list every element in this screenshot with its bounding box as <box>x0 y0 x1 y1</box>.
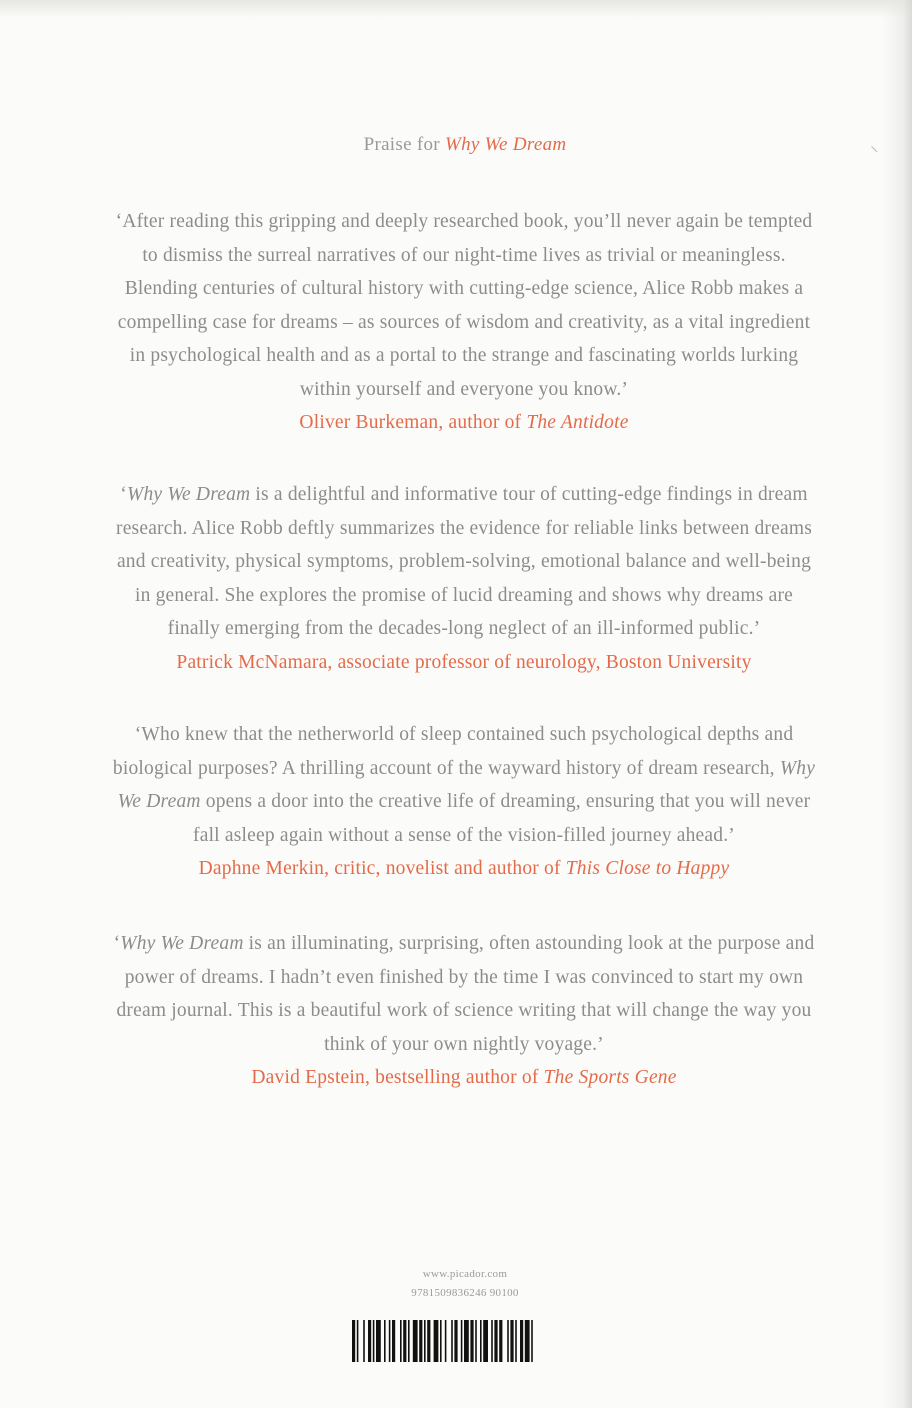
quote-line: and creativity, physical symptoms, problem-solving, emotional balance and well-being <box>116 551 812 572</box>
attribution-book-title: The Sports Gene <box>543 1067 677 1088</box>
barcode-bar <box>376 1320 381 1362</box>
barcode-bar <box>419 1320 422 1362</box>
quote-attribution <box>60 406 868 440</box>
quote-line: to dismiss the surreal narratives of our night-time lives as trivial or meaningless. <box>142 244 786 266</box>
barcode-bar <box>408 1320 410 1362</box>
barcode-bar <box>470 1320 473 1362</box>
barcode-bar <box>483 1320 488 1362</box>
barcode-bar <box>424 1320 426 1362</box>
quote-line <box>60 785 868 819</box>
review-quote-4 <box>60 927 868 1095</box>
barcode-bar <box>515 1320 517 1362</box>
barcode-bar <box>480 1320 482 1362</box>
quote-line: in general. She explores the promise of lucid dreaming and shows why dreams are <box>134 584 794 606</box>
barcode-bar <box>525 1320 530 1362</box>
publisher-website: www.picador.com <box>422 1268 508 1280</box>
barcode-bar <box>451 1320 453 1362</box>
barcode <box>352 1320 584 1362</box>
barcode-bar <box>461 1320 463 1362</box>
praise-heading-prefix: Praise for <box>363 134 445 155</box>
barcode-bar <box>507 1320 509 1362</box>
barcode-bar <box>392 1320 395 1362</box>
barcode-bar <box>363 1320 365 1362</box>
barcode-bar <box>357 1320 359 1362</box>
quote-line <box>60 752 868 786</box>
quote-line: finally emerging from the decades-long neglect of an ill-informed public.’ <box>167 618 761 639</box>
quote-line: compelling case for dreams – as sources of wisdom and creativity, as a vital ingredient <box>117 311 811 333</box>
barcode-bar <box>531 1320 533 1362</box>
barcode-bar <box>427 1320 430 1362</box>
barcode-bar <box>389 1320 391 1362</box>
quote-book-title: Why <box>779 757 816 779</box>
barcode-bar <box>384 1320 386 1362</box>
quote-line: dream journal. This is a beautiful work of science writing that will change the way you <box>116 1000 812 1021</box>
quote-line: ‘After reading this gripping and deeply researched book, you’ll never again be tempted <box>115 211 813 232</box>
barcode-bar <box>445 1320 447 1362</box>
quote-line: think of your own nightly voyage.’ <box>324 1033 604 1055</box>
quote-line: fall asleep again without a sense of the vision-filled journey ahead.’ <box>193 824 735 846</box>
isbn-number: 9781509836246 90100 <box>411 1287 519 1299</box>
review-quote-3 <box>60 718 868 886</box>
quote-attribution <box>60 852 868 886</box>
barcode-bar <box>434 1320 439 1362</box>
quote-line: ‘Why We Dream is an illuminating, surprising, often astounding look at the purpose and <box>113 933 815 954</box>
attribution-text: Oliver Burkeman, author of <box>299 412 527 433</box>
quote-book-title: We Dream <box>117 791 201 812</box>
attribution-text: Daphne Merkin, critic, novelist and author of <box>198 858 566 879</box>
barcode-bar <box>440 1320 442 1362</box>
attribution-book-title: This Close to Happy <box>565 858 730 879</box>
top-edge-shadow <box>0 0 912 18</box>
quote-line: ‘Why We Dream is a delightful and informative tour of cutting-edge findings in dream <box>120 484 808 505</box>
quote-line: in psychological health and as a portal to the strange and fascinating worlds lurking <box>129 345 799 366</box>
barcode-bar <box>491 1320 493 1362</box>
review-quote-1 <box>60 205 868 440</box>
quote-attribution: Patrick McNamara, associate professor of neurology, Boston University <box>176 651 752 673</box>
quote-line-rest: is a delightful and informative tour of cutting-edge findings in dream <box>250 484 808 505</box>
barcode-bar <box>403 1320 406 1362</box>
review-quote-2 <box>60 478 868 679</box>
quote-line: within yourself and everyone you know.’ <box>299 378 629 400</box>
attribution-text: David Epstein, bestselling author of <box>251 1067 544 1088</box>
barcode-bar <box>454 1320 457 1362</box>
barcode-bar <box>475 1320 477 1362</box>
barcode-bar <box>499 1320 502 1362</box>
barcode-bar <box>464 1320 469 1362</box>
quote-line: research. Alice Robb deftly summarizes the evidence for reliable links between dreams <box>116 517 812 539</box>
spine-edge-shadow <box>882 0 912 1408</box>
barcode-bar <box>413 1320 418 1362</box>
barcode-bar <box>373 1320 375 1362</box>
quote-line-rest: is an illuminating, surprising, often astounding look at the purpose and <box>243 933 815 954</box>
quote-line-text: biological purposes? A thrilling account of the wayward history of dream research, <box>112 757 780 779</box>
attribution-book-title: The Antidote <box>526 412 629 433</box>
barcode-bar <box>510 1320 513 1362</box>
quote-book-title: Why We Dream <box>127 484 251 505</box>
barcode-bar <box>368 1320 371 1362</box>
quote-line: power of dreams. I hadn’t even finished by the time I was convinced to start my own <box>124 966 804 988</box>
praise-heading-title: Why We Dream <box>444 134 567 155</box>
praise-heading <box>0 134 912 156</box>
quote-line: Blending centuries of cultural history with cutting-edge science, Alice Robb makes a <box>124 278 804 299</box>
quote-book-title: Why We Dream <box>120 933 244 954</box>
quote-line-text: opens a door into the creative life of dreaming, ensuring that you will never <box>200 791 811 812</box>
barcode-bar <box>494 1320 497 1362</box>
barcode-bar <box>352 1320 355 1362</box>
quote-attribution <box>60 1061 868 1095</box>
barcode-bar <box>400 1320 402 1362</box>
quote-line: ‘Who knew that the netherworld of sleep contained such psychological depths and <box>134 724 794 745</box>
barcode-bar <box>520 1320 523 1362</box>
